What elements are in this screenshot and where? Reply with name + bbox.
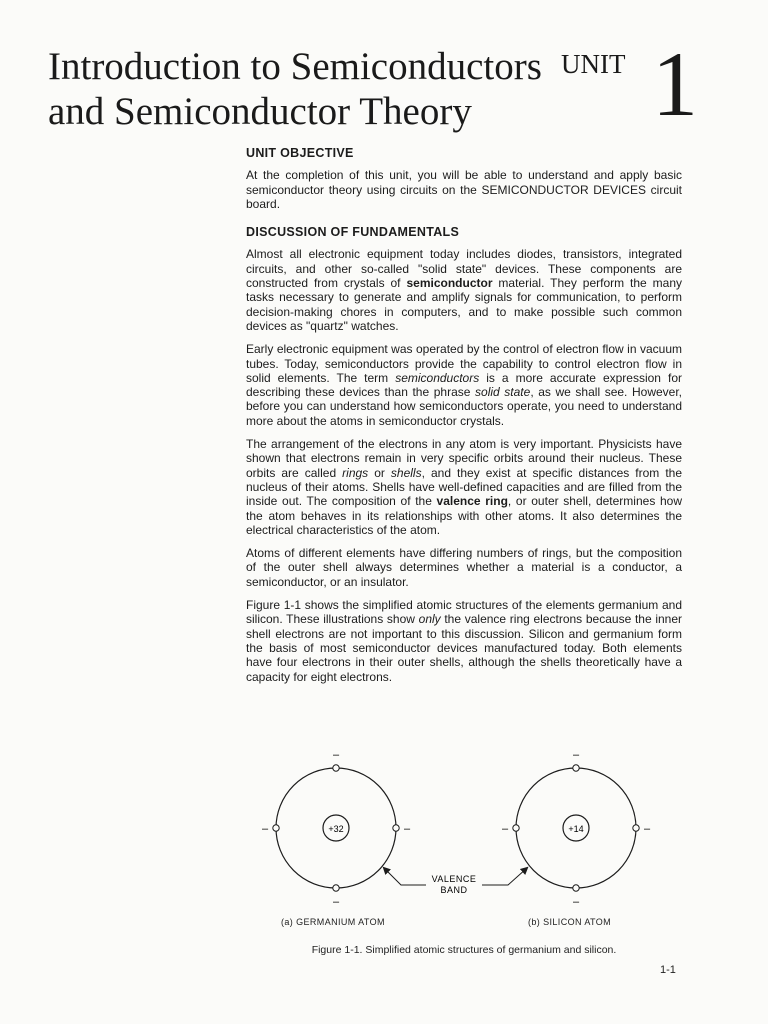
electron-charge: – bbox=[501, 823, 509, 835]
electron-charge: – bbox=[261, 823, 269, 835]
italic-term: semiconductors bbox=[395, 370, 480, 385]
silicon-caption: (b) SILICON ATOM bbox=[528, 917, 612, 927]
paragraph-4: Atoms of different elements have differing numbers of rings, but the composition of the outer shell always determines whether a material is a conductor, a semiconductor, or an insulator. bbox=[246, 546, 682, 589]
germanium-caption: (a) GERMANIUM ATOM bbox=[281, 917, 385, 927]
title-line-2: and Semiconductor Theory bbox=[48, 90, 472, 133]
page-title bbox=[48, 44, 568, 134]
objective-text: At the completion of this unit, you will be able to understand and apply basic semiconductor theory using circuits on the SEMICONDUCTOR DEVICES circuit board. bbox=[246, 168, 682, 211]
page-number: 1-1 bbox=[660, 964, 676, 976]
text-run: Almost all electronic equipment today includes diodes, transistors, integrated circuits, and other so-called "solid state" devices. These components are constructed from crystals of bbox=[246, 247, 682, 291]
text-run: the valence ring electrons because the inner shell electrons are not important to this discussion. Silicon and germanium form the basis of most semiconductor devices manufactured today. Both elements have four electrons in their outer shells, although the shells theoretically have a capacity for eight electrons. bbox=[246, 612, 682, 684]
electron-charge: – bbox=[332, 896, 340, 908]
silicon-atom bbox=[502, 749, 651, 908]
title-line-1: Introduction to Semiconductors bbox=[48, 45, 542, 88]
bold-term: semiconductor bbox=[406, 276, 493, 291]
electron-charge: – bbox=[572, 896, 580, 908]
germanium-nucleus-label: +32 bbox=[328, 824, 344, 834]
atom-diagram bbox=[246, 745, 682, 920]
unit-label: UNIT bbox=[561, 49, 626, 79]
electron bbox=[573, 885, 579, 891]
electron bbox=[573, 765, 579, 771]
bold-term: valence ring bbox=[436, 494, 508, 509]
electron bbox=[333, 765, 339, 771]
electron bbox=[393, 825, 399, 831]
left-arrow bbox=[384, 868, 426, 885]
electron-charge: – bbox=[572, 749, 580, 761]
main-content bbox=[246, 146, 682, 693]
valence-band-callout bbox=[384, 868, 527, 895]
discussion-heading: DISCUSSION OF FUNDAMENTALS bbox=[246, 225, 460, 240]
electron bbox=[633, 825, 639, 831]
figure-caption: Figure 1-1. Simplified atomic structures of germanium and silicon. bbox=[311, 944, 617, 956]
valence-label-line-2: BAND bbox=[440, 885, 468, 895]
italic-term: only bbox=[418, 612, 441, 627]
electron bbox=[513, 825, 519, 831]
italic-term: rings bbox=[342, 465, 369, 480]
text-run: Early electronic equipment was operated by the control of electron flow in vacuum tubes. Today, semiconductors provide the capability to control electron flow in solid elements. The term bbox=[246, 342, 682, 385]
paragraph-5 bbox=[246, 598, 682, 684]
text-run: , as we shall see. However, before you can understand how semiconductors operate, you need to understand more about the atoms in semiconductor crystals. bbox=[246, 385, 682, 428]
text-run: , or outer shell, determines how the atom behaves in its relationships with other atoms. It also determines the electrical characteristics of the atom. bbox=[246, 494, 682, 537]
text-run: Figure 1-1 shows the simplified atomic structures of the elements germanium and silicon. These illustrations show bbox=[246, 598, 682, 627]
electron-charge: – bbox=[403, 823, 411, 835]
paragraph-3 bbox=[246, 437, 682, 537]
italic-term: shells bbox=[390, 465, 422, 480]
text-run: material. They perform the many tasks necessary to generate and amplify signals for communication, to perform decision-making chores in computers, and to make possible such common devices as "quartz" watches. bbox=[246, 276, 683, 333]
right-arrow bbox=[482, 868, 527, 885]
electron bbox=[273, 825, 279, 831]
electron-charge: – bbox=[643, 823, 651, 835]
germanium-atom bbox=[262, 749, 411, 908]
electron-charge: – bbox=[332, 749, 340, 761]
italic-term: solid state bbox=[475, 385, 531, 400]
paragraph-1 bbox=[246, 247, 682, 333]
objective-heading: UNIT OBJECTIVE bbox=[246, 146, 354, 160]
text-run: or bbox=[368, 465, 391, 480]
paragraph-2 bbox=[246, 342, 682, 428]
text-run: , and they exist at specific distances from the nucleus of their atoms. Shells have well-defined capacities and are filled from the inside out. The composition of the bbox=[246, 465, 683, 509]
text-run: The arrangement of the electrons in any atom is very important. Physicists have shown that electrons remain in very specific orbits around their nucleus. These orbits are called bbox=[246, 437, 682, 480]
electron bbox=[333, 885, 339, 891]
unit-number: 1 bbox=[652, 33, 698, 135]
figure-1-1 bbox=[246, 745, 682, 960]
valence-label-line-1: VALENCE bbox=[431, 874, 477, 884]
text-run: is a more accurate expression for describing these devices than the phrase bbox=[246, 370, 682, 400]
silicon-nucleus-label: +14 bbox=[568, 824, 584, 834]
